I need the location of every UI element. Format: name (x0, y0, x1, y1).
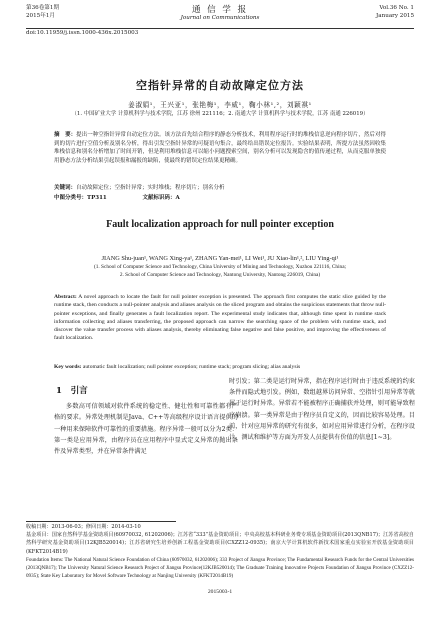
header-rule (26, 28, 414, 29)
keywords-text-zh: 自动故障定位；空指针异常；实时堆栈；程序切片；别名分析 (76, 185, 225, 191)
footnote (26, 523, 414, 580)
clc-number: 中图分类号：TP311 (54, 195, 107, 201)
body-column-right (229, 376, 415, 443)
abstract-label-zh: 摘 要： (54, 132, 77, 138)
date-en: January 2015 (376, 12, 414, 19)
abstract-text-zh: 提出一种空指针异常自动定位方法。该方法首先结合程序的静态分析技术，利用程序运行时的堆栈信息逆向程序切片，然后对得到的切片进行空值分析及别名分析，得出引发空指针异常的可疑语句集合，最终给出错误定位报告。实验结果表明，所提方法虽然因收集堆栈信息和别名分析增加了时间开销，但是利用堆栈信息可以缩小问题搜索空间，别名分析可以发现隐含的值传递过程，从而克服单独使用静态方法分析结果引起误报和漏报的缺陷，使最终的错误定位结果更精确。 (54, 132, 386, 164)
header-right (376, 5, 414, 20)
affiliation-en-1: (1. School of Computer Science and Technology, China University of Mining and Technology, Xuzhou 221116, China; (93, 264, 347, 270)
body-paragraph: 多数高可信领域对软件系统的稳定性、健壮性和可靠性都有严格的要求。异常处理机制是Java、C++等高级程序设计语言提供的一种用来保障软件可靠性的重要措施。程序异常一般可以分为2类：第一类是应用异常，由程序员在应用程序中显式定义异常的抛出条件及异常类型，并在异常条件满足 (54, 403, 238, 456)
volume-zh: 第36卷第1期 (26, 5, 60, 11)
received-date: 收稿日期：2013-06-03；修回日期：2014-03-10 (26, 524, 141, 530)
authors-zh: 姜淑娟¹，王兴亚¹，张艳梅¹，李威¹，鞠小林¹,²，刘颖祺¹ (128, 101, 312, 109)
volume-en: Vol.36 No. 1 (379, 5, 414, 11)
running-header (26, 5, 414, 27)
date-zh: 2015年1月 (26, 12, 55, 19)
keywords-label-en: Key words: (54, 364, 82, 370)
affiliations-en (46, 264, 394, 279)
affiliation-en-2: 2. School of Computer Science and Technology, Nantong University, Nantong 226019, China) (119, 271, 321, 278)
section-heading: 1 引言 (56, 386, 88, 396)
document-code: 文献标识码：A (142, 195, 180, 201)
keywords-zh (54, 184, 386, 193)
page-number: 2015003-1 (207, 589, 233, 595)
header-center (26, 5, 414, 23)
funding-zh: 基金项目：国家自然科学基金资助项目(60970032, 61202006)；江苏省“333”基金资助项目；中央高校基本科研业务费专项基金资助项目(2013QNB17)；江苏省高校自然科学研究基金资助项目(12KJB520014)；江苏省研究生培养创新工程基金资助项目(CXZZ12-0935)；南京大学计算机软件新技术国家重点实验室开放基金资助项目(KFKT2014B19) (26, 532, 414, 555)
classification-zh (54, 194, 386, 202)
journal-name-en: Journal on Communications (180, 15, 260, 21)
title-zh: 空指针异常的自动故障定位方法 (136, 79, 304, 92)
title-en: Fault localization approach for null pointer exception (106, 219, 334, 230)
keywords-en (54, 363, 386, 371)
journal-name-zh: 通 信 学 报 (191, 5, 249, 15)
keywords-text-en: automatic fault localization; null pointer exception; runtime stack; program slicing; alias analysis (82, 364, 301, 370)
authors-en: JIANG Shu-juan¹, WANG Xing-ya¹, ZHANG Yan-mei¹, LI Wei¹, JU Xiao-lin¹,², LIU Ying-qi¹ (101, 255, 339, 262)
abstract-zh (54, 131, 386, 165)
body-paragraph-continued: 时引发；第二类是运行时异常，指在程序运行时由于违反系统的约束条件而隐式地引发。例如，数组越界访问异常、空指针引用异常等就属于运行时异常。异常若不能被程序正确捕获并处理，则可能导致程序崩溃。第一类异常是由于程序员自定义的，因而比较容易处理。目前，针对应用异常的研究有很多，如对应用异常进行分析，在程序设计、测试和维护等方面为开发人员提供有价值的信息[1~3]。 (229, 378, 415, 442)
footnote-rule (26, 521, 176, 522)
affiliations-zh: （1. 中国矿业大学 计算机科学与技术学院，江苏 徐州 221116；2. 南通大学 计算机科学与技术学院，江苏 南通 226019） (71, 111, 369, 117)
funding-en: Foundation Items: The National Natural Science Foundation of China (60970032, 61202006); 333 Project of Jiangsu Province; The Fundamental Research Funds for the Central Universities (2013QNB17); The University Natural Science Research Project of Jiangsu Province(12KJB520014); The Graduate Training Innovative Projects Foundation of Jiangsu Province (CXZZ12-0935); State Key Laboratory for Movel Software Technology at Nanjing University (KFKT2014B19) (26, 556, 414, 580)
body-column-left (54, 384, 238, 457)
abstract-text-en: A novel approach to locate the fault for null pointer exception is presented. The approach first computes the static slice guided by the runtime stack, then conducts a null-pointer analysis and aliases analysis on the sliced program and obtains the suspicious statements that throw null-pointer exceptions, and finally generates a fault localization report. The experimental study indicates that, although time spent in runtime stack information collecting and aliases transferring, the proposed approach can narrow the searching space of the problem with runtime stack, and discover the value transfer process with aliases analysis, thereby eliminating false negative and false positive, and improving the effectiveness of fault localization. (54, 294, 387, 342)
abstract-en (54, 293, 386, 343)
doi[interactable]: doi:10.11959/j.issn.1000-436x.2015003 (26, 30, 139, 36)
keywords-label-zh: 关键词： (54, 185, 77, 191)
abstract-label-en: Abstract: (54, 294, 77, 300)
